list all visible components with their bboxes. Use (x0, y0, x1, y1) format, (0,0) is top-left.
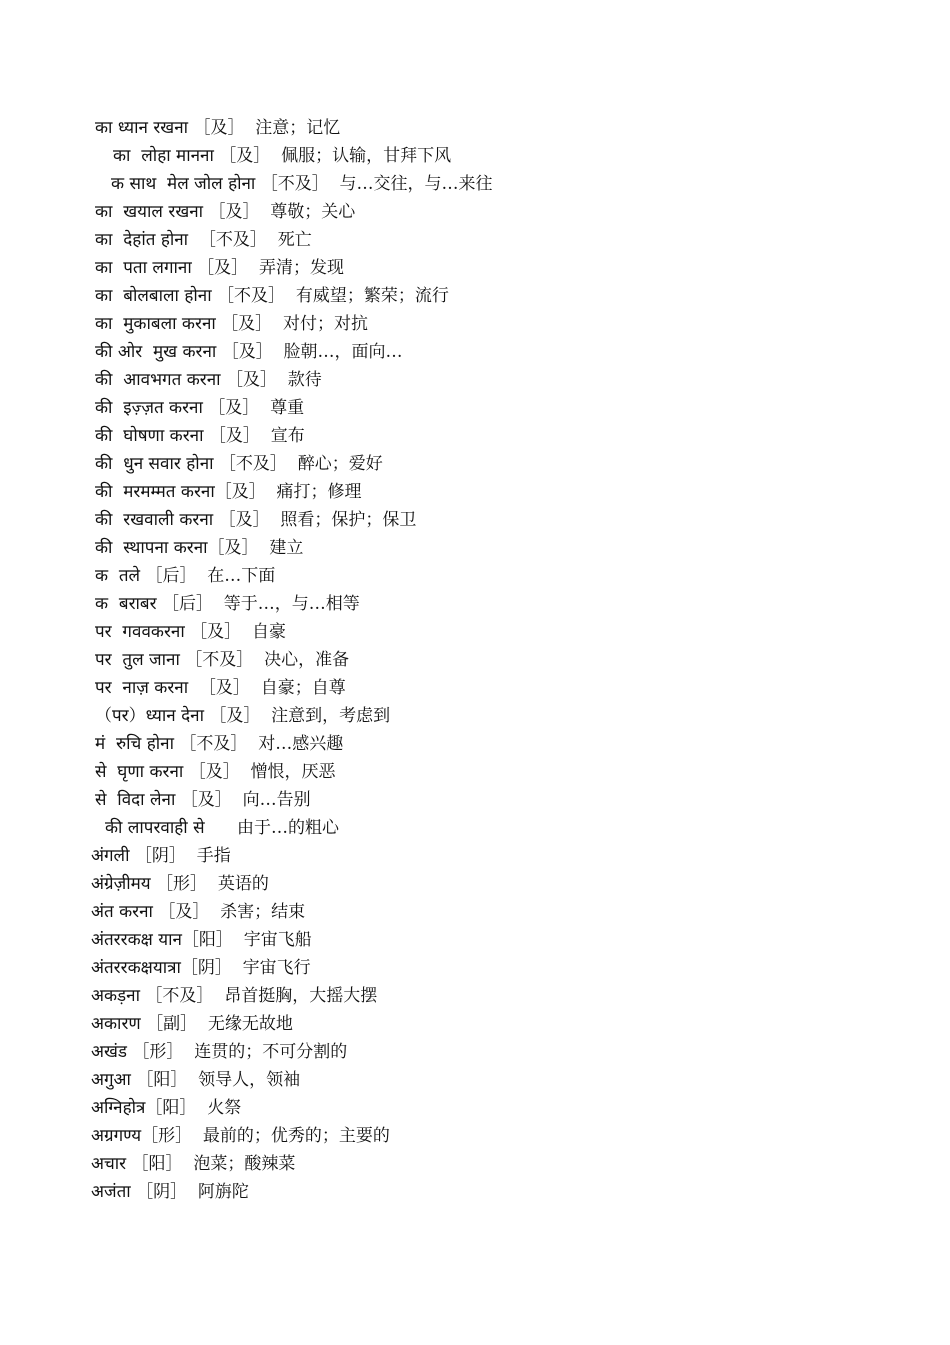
dictionary-entry: का खयाल रखना ［及］ 尊敬；关心 (95, 202, 356, 222)
dictionary-entry: की धुन सवार होना ［不及］ 醉心；爱好 (95, 454, 383, 474)
dictionary-entry: क बराबर ［后］ 等于…，与…相等 (95, 594, 360, 614)
dictionary-entry: अखंड ［形］ 连贯的；不可分割的 (91, 1042, 348, 1062)
dictionary-entry: की घोषणा करना ［及］ 宣布 (95, 426, 305, 446)
dictionary-entry: अचार ［阳］ 泡菜；酸辣菜 (91, 1154, 296, 1174)
dictionary-entry: का पता लगाना ［及］ 弄清；发现 (95, 258, 344, 278)
dictionary-entry: अगुआ ［阳］ 领导人，领袖 (91, 1070, 301, 1090)
dictionary-entry: अंग्रेज़ीमय ［形］ 英语的 (91, 874, 269, 894)
dictionary-entry: अंगली ［阴］ 手指 (91, 846, 231, 866)
dictionary-entry: अंत करना ［及］ 杀害；结束 (91, 902, 306, 922)
dictionary-entry: （पर）ध्‍यान देना ［及］ 注意到，考虑到 (95, 706, 391, 726)
dictionary-entry: क साथ मेल जोल होना ［不及］ 与…交往，与…来往 (111, 174, 493, 194)
dictionary-entry: क तले ［后］ 在…下面 (95, 566, 276, 586)
dictionary-entry: का देहांत होना ［不及］ 死亡 (95, 230, 312, 250)
dictionary-entry: का लोहा मानना ［及］ 佩服；认输，甘拜下风 (113, 146, 452, 166)
dictionary-entry: अकारण ［副］ 无缘无故地 (91, 1014, 293, 1034)
dictionary-entry: की इज़्ज़त करना ［及］ 尊重 (95, 398, 305, 418)
dictionary-entry: पर नाज़ करना ［及］ 自豪；自尊 (95, 678, 346, 698)
dictionary-entry: का ध्‍यान रखना ［及］ 注意；记忆 (95, 118, 341, 138)
dictionary-entry: अंतररकक्षयात्रा［阴］ 宇宙飞行 (91, 958, 311, 978)
dictionary-entry: अग्‍निहोत्र［阳］ 火祭 (91, 1098, 242, 1118)
dictionary-entry: की ओर मुख करना ［及］ 脸朝…，面向… (95, 342, 403, 362)
dictionary-entry: अजंता ［阴］ 阿旃陀 (91, 1182, 249, 1202)
dictionary-entry-list (0, 114, 950, 1206)
dictionary-entry: से विदा लेना ［及］ 向…告别 (95, 790, 311, 810)
dictionary-entry: अंतररकक्ष यान［阳］ 宇宙飞船 (91, 930, 312, 950)
dictionary-entry: मं रुचि होना ［不及］ 对…感兴趣 (95, 734, 344, 754)
dictionary-entry: पर तुल जाना ［不及］ 决心，准备 (95, 650, 350, 670)
dictionary-entry: पर गववकरना ［及］ 自豪 (95, 622, 286, 642)
dictionary-entry: का बोलबाला होना ［不及］ 有威望；繁荣；流行 (95, 286, 449, 306)
dictionary-entry: की आवभगत करना ［及］ 款待 (95, 370, 322, 390)
dictionary-entry: से घृणा करना ［及］ 憎恨，厌恶 (95, 762, 336, 782)
dictionary-entry: की मरमम्‍मत करना［及］ 痛打；修理 (95, 482, 362, 502)
dictionary-entry: की रखवाली करना ［及］ 照看；保护；保卫 (95, 510, 417, 530)
dictionary-entry: की लापरवाही से 由于…的粗心 (105, 818, 340, 838)
dictionary-entry: की स्‍थापना करना［及］ 建立 (95, 538, 304, 558)
dictionary-entry: का मुकाबला करना ［及］ 对付；对抗 (95, 314, 368, 334)
dictionary-entry: अग्रगण्‍य［形］ 最前的；优秀的；主要的 (91, 1126, 390, 1146)
dictionary-entry: अकड़ना ［不及］ 昂首挺胸，大摇大摆 (91, 986, 378, 1006)
